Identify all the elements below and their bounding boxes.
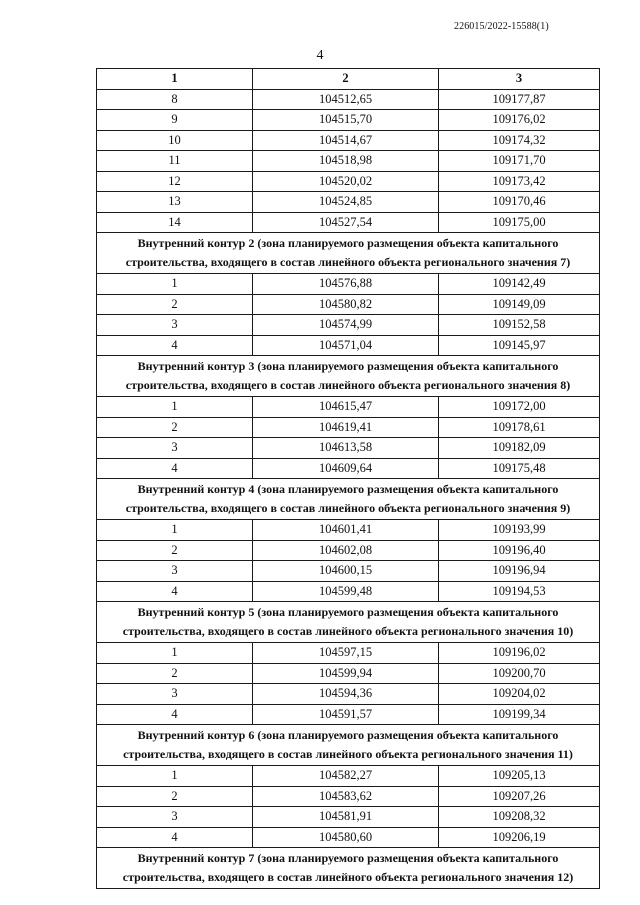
x-coordinate-cell: 104515,70: [253, 110, 439, 131]
point-number-cell: 13: [97, 192, 253, 213]
x-coordinate-cell: 104609,64: [253, 458, 439, 479]
y-coordinate-cell: 109199,34: [439, 704, 600, 725]
header-cell-x: 2: [253, 69, 439, 90]
x-coordinate-cell: 104518,98: [253, 151, 439, 172]
y-coordinate-cell: 109207,26: [439, 786, 600, 807]
table-row: [97, 274, 600, 295]
point-number-cell: 11: [97, 151, 253, 172]
table-row: [97, 684, 600, 705]
header-cell-point: 1: [97, 69, 253, 90]
section-caption-line2: строительства, входящего в состав линейного объекта регионального значения 9): [125, 501, 571, 515]
table-row: [97, 397, 600, 418]
x-coordinate-cell: 104599,48: [253, 581, 439, 602]
y-coordinate-cell: 109196,94: [439, 561, 600, 582]
point-number-cell: 1: [97, 274, 253, 295]
y-coordinate-cell: 109177,87: [439, 89, 600, 110]
x-coordinate-cell: 104613,58: [253, 438, 439, 459]
x-coordinate-cell: 104520,02: [253, 171, 439, 192]
x-coordinate-cell: 104580,82: [253, 294, 439, 315]
section-caption-line1: Внутренний контур 4 (зона планируемого размещения объекта капитального: [137, 482, 559, 496]
section-caption: [97, 848, 600, 889]
y-coordinate-cell: 109204,02: [439, 684, 600, 705]
table-row: [97, 151, 600, 172]
section-caption: [97, 602, 600, 643]
section-caption-line1: Внутренний контур 3 (зона планируемого размещения объекта капитального: [137, 359, 559, 373]
point-number-cell: 2: [97, 417, 253, 438]
x-coordinate-cell: 104514,67: [253, 130, 439, 151]
section-caption-row: [97, 848, 600, 889]
x-coordinate-cell: 104524,85: [253, 192, 439, 213]
point-number-cell: 1: [97, 520, 253, 541]
table-row: [97, 192, 600, 213]
section-caption-row: [97, 479, 600, 520]
y-coordinate-cell: 109152,58: [439, 315, 600, 336]
point-number-cell: 4: [97, 458, 253, 479]
x-coordinate-cell: 104602,08: [253, 540, 439, 561]
x-coordinate-cell: 104597,15: [253, 643, 439, 664]
point-number-cell: 10: [97, 130, 253, 151]
point-number-cell: 4: [97, 704, 253, 725]
x-coordinate-cell: 104599,94: [253, 663, 439, 684]
table-row: [97, 827, 600, 848]
point-number-cell: 12: [97, 171, 253, 192]
table-row: [97, 786, 600, 807]
point-number-cell: 8: [97, 89, 253, 110]
x-coordinate-cell: 104581,91: [253, 807, 439, 828]
y-coordinate-cell: 109174,32: [439, 130, 600, 151]
x-coordinate-cell: 104619,41: [253, 417, 439, 438]
section-caption-line1: Внутренний контур 2 (зона планируемого размещения объекта капитального: [137, 236, 559, 250]
y-coordinate-cell: 109175,00: [439, 212, 600, 233]
section-caption-line2: строительства, входящего в состав линейного объекта регионального значения 7): [125, 255, 571, 269]
coordinates-table: [96, 68, 600, 889]
y-coordinate-cell: 109196,40: [439, 540, 600, 561]
x-coordinate-cell: 104600,15: [253, 561, 439, 582]
y-coordinate-cell: 109178,61: [439, 417, 600, 438]
table-row: [97, 704, 600, 725]
section-caption-row: [97, 233, 600, 274]
section-caption-line2: строительства, входящего в состав линейного объекта регионального значения 8): [125, 378, 571, 392]
table-row: [97, 110, 600, 131]
point-number-cell: 2: [97, 540, 253, 561]
section-caption-line2: строительства, входящего в состав линейного объекта регионального значения 10): [122, 624, 574, 638]
table-row: [97, 807, 600, 828]
point-number-cell: 4: [97, 827, 253, 848]
y-coordinate-cell: 109208,32: [439, 807, 600, 828]
table-row: [97, 581, 600, 602]
table-row: [97, 561, 600, 582]
table-header-row: [97, 69, 600, 90]
table-row: [97, 171, 600, 192]
y-coordinate-cell: 109172,00: [439, 397, 600, 418]
y-coordinate-cell: 109149,09: [439, 294, 600, 315]
section-caption-row: [97, 356, 600, 397]
table-row: [97, 458, 600, 479]
section-caption-line1: Внутренний контур 7 (зона планируемого размещения объекта капитального: [137, 851, 559, 865]
y-coordinate-cell: 109194,53: [439, 581, 600, 602]
table-row: [97, 540, 600, 561]
point-number-cell: 3: [97, 807, 253, 828]
point-number-cell: 14: [97, 212, 253, 233]
table-row: [97, 212, 600, 233]
table-row: [97, 130, 600, 151]
y-coordinate-cell: 109196,02: [439, 643, 600, 664]
x-coordinate-cell: 104583,62: [253, 786, 439, 807]
x-coordinate-cell: 104582,27: [253, 766, 439, 787]
header-cell-y: 3: [439, 69, 600, 90]
table-row: [97, 417, 600, 438]
point-number-cell: 3: [97, 315, 253, 336]
section-caption-row: [97, 725, 600, 766]
x-coordinate-cell: 104601,41: [253, 520, 439, 541]
y-coordinate-cell: 109173,42: [439, 171, 600, 192]
point-number-cell: 3: [97, 561, 253, 582]
section-caption-line1: Внутренний контур 5 (зона планируемого размещения объекта капитального: [137, 605, 559, 619]
x-coordinate-cell: 104576,88: [253, 274, 439, 295]
section-caption-line2: строительства, входящего в состав линейного объекта регионального значения 12): [122, 870, 574, 884]
section-caption: [97, 725, 600, 766]
y-coordinate-cell: 109142,49: [439, 274, 600, 295]
table-row: [97, 438, 600, 459]
table-row: [97, 89, 600, 110]
section-caption: [97, 356, 600, 397]
section-caption-row: [97, 602, 600, 643]
section-caption: [97, 479, 600, 520]
table-row: [97, 294, 600, 315]
y-coordinate-cell: 109200,70: [439, 663, 600, 684]
y-coordinate-cell: 109176,02: [439, 110, 600, 131]
document-id: 226015/2022-15588(1): [454, 21, 549, 32]
table-row: [97, 766, 600, 787]
point-number-cell: 2: [97, 294, 253, 315]
table-row: [97, 643, 600, 664]
page-number: 4: [316, 48, 324, 63]
y-coordinate-cell: 109193,99: [439, 520, 600, 541]
point-number-cell: 2: [97, 663, 253, 684]
table-row: [97, 520, 600, 541]
x-coordinate-cell: 104527,54: [253, 212, 439, 233]
x-coordinate-cell: 104580,60: [253, 827, 439, 848]
y-coordinate-cell: 109206,19: [439, 827, 600, 848]
point-number-cell: 1: [97, 397, 253, 418]
y-coordinate-cell: 109145,97: [439, 335, 600, 356]
section-caption: [97, 233, 600, 274]
y-coordinate-cell: 109205,13: [439, 766, 600, 787]
y-coordinate-cell: 109170,46: [439, 192, 600, 213]
x-coordinate-cell: 104512,65: [253, 89, 439, 110]
point-number-cell: 1: [97, 766, 253, 787]
y-coordinate-cell: 109171,70: [439, 151, 600, 172]
table-body: [97, 89, 600, 889]
x-coordinate-cell: 104591,57: [253, 704, 439, 725]
table-row: [97, 335, 600, 356]
x-coordinate-cell: 104574,99: [253, 315, 439, 336]
x-coordinate-cell: 104571,04: [253, 335, 439, 356]
point-number-cell: 1: [97, 643, 253, 664]
table-row: [97, 663, 600, 684]
section-caption-line1: Внутренний контур 6 (зона планируемого размещения объекта капитального: [137, 728, 559, 742]
y-coordinate-cell: 109175,48: [439, 458, 600, 479]
point-number-cell: 3: [97, 438, 253, 459]
x-coordinate-cell: 104615,47: [253, 397, 439, 418]
point-number-cell: 4: [97, 581, 253, 602]
point-number-cell: 3: [97, 684, 253, 705]
x-coordinate-cell: 104594,36: [253, 684, 439, 705]
point-number-cell: 9: [97, 110, 253, 131]
table-row: [97, 315, 600, 336]
point-number-cell: 4: [97, 335, 253, 356]
y-coordinate-cell: 109182,09: [439, 438, 600, 459]
section-caption-line2: строительства, входящего в состав линейного объекта регионального значения 11): [123, 747, 573, 761]
point-number-cell: 2: [97, 786, 253, 807]
